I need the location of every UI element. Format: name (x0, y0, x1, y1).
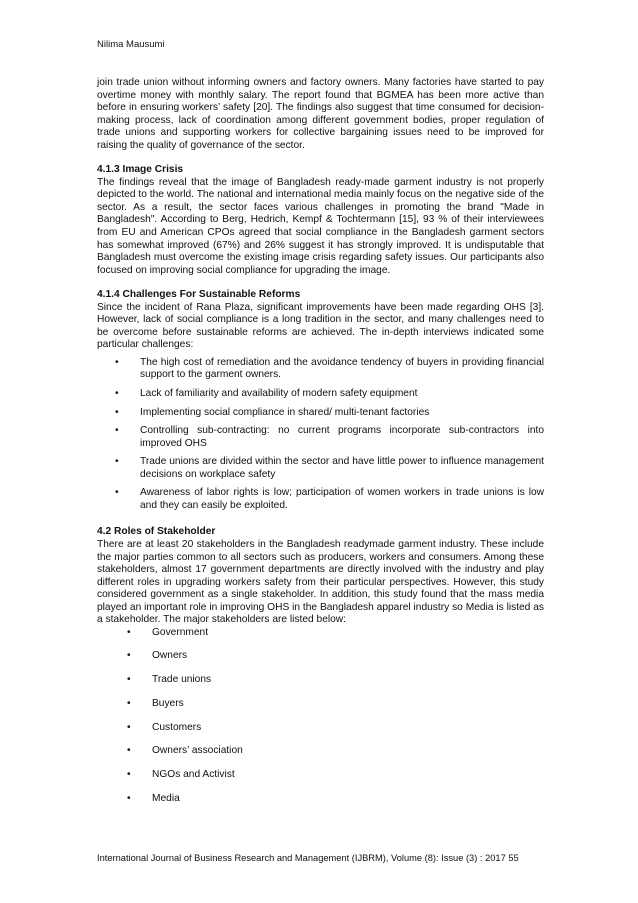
bullet-icon: • (127, 697, 131, 709)
bullet-icon: • (115, 487, 119, 499)
bullet-icon: • (115, 406, 119, 418)
bullet-icon: • (127, 650, 131, 662)
list-item: • Lack of familiarity and availability of modern safety equipment (115, 388, 418, 400)
list-item: • Controlling sub-contracting: no current programs incorporate sub-contractors into improved OHS (115, 425, 544, 449)
section-4-2-heading: 4.2 Roles of Stakeholder (97, 526, 216, 538)
section-4-2-text: There are at least 20 stakeholders in the Bangladesh readymade garment industry. These include the major parties common to all sectors such as producers, workers and consumers. Among these stakeholders, almost 17 government departments are directly involved with the industry and play different roles in upgrading workers safety from their particular perspectives. However, this study considered government as a single stakeholder. In addition, this study found that the mass media played an important role in improving OHS in the Bangladesh apparel industry so Media is listed as a stakeholder. The major stakeholders are listed below: (97, 538, 544, 626)
bullet-icon: • (127, 626, 131, 638)
bullet-icon: • (127, 721, 131, 733)
section-4-1-3-heading: 4.1.3 Image Crisis (97, 164, 184, 176)
list-item: • Customers (127, 721, 202, 733)
list-item: • Media (127, 792, 180, 804)
bullet-icon: • (127, 768, 131, 780)
bullet-icon: • (115, 356, 119, 368)
list-item: • Owners’ association (127, 745, 243, 757)
intro-paragraph: join trade union without informing owners and factory owners. Many factories have started to pay overtime money with monthly salary. The report found that BGMEA has been more active than before in ensuring workers’ safety [20]. The findings also suggest that time consumed for decision-making process, lack of coordination among different government bodies, proper regulation of trade unions and supporting workers for collective bargaining issues need to be improved for raising the quality of governance of the sector. (97, 77, 544, 151)
stakeholders-list (127, 627, 544, 817)
list-item: • Trade unions are divided within the sector and have little power to influence management decisions on workplace safety (115, 456, 544, 480)
bullet-icon: • (127, 674, 131, 686)
journal-footer: International Journal of Business Research and Management (IJBRM), Volume (8): Issue (3) : 2017 55 (97, 853, 519, 863)
section-4-1-4-heading: 4.1.4 Challenges For Sustainable Reforms (97, 289, 301, 301)
list-item: • Buyers (127, 697, 184, 709)
list-item: • Implementing social compliance in shared/ multi-tenant factories (115, 406, 430, 418)
bullet-icon: • (115, 425, 119, 437)
bullet-icon: • (127, 792, 131, 804)
list-item: • Government (127, 626, 209, 638)
list-item: • The high cost of remediation and the avoidance tendency of buyers in providing financial support to the garment owners. (115, 356, 544, 381)
challenges-list (115, 357, 544, 512)
section-4-1-4-text: Since the incident of Rana Plaza, significant improvements have been made regarding OHS [3]. However, lack of social compliance is a long tradition in the sector, and many challenges need to be overcome before sustainable reforms are achieved. The in-depth interviews indicated some particular challenges: (97, 301, 544, 351)
page-body (97, 77, 544, 816)
bullet-icon: • (115, 456, 119, 468)
bullet-icon: • (127, 745, 131, 757)
running-header-author: Nilima Mausumi (97, 39, 165, 50)
section-4-1-3-text: The findings reveal that the image of Bangladesh ready-made garment industry is not properly depicted to the world. The national and international media mainly focus on the negative side of the sector. As a result, the sector faces various challenges in promoting the brand "Made in Bangladesh". According to Berg, Hedrich, Kempf & Tochtermann [15], 93 % of their interviewees from EU and American CPOs agreed that social compliance in the Bangladesh garment sectors has somewhat improved (67%) and 26% suggest it has strongly improved. It is undisputable that Bangladesh must overcome the existing image crisis regarding safety issues. Our participants also focused on improving social compliance for upgrading the image. (97, 176, 544, 276)
bullet-icon: • (115, 388, 119, 400)
list-item: • Owners (127, 650, 188, 662)
list-item: • Awareness of labor rights is low; participation of women workers in trade unions is low and they can easily be exploited. (115, 487, 544, 511)
list-item: • NGOs and Activist (127, 768, 235, 780)
list-item: • Trade unions (127, 674, 212, 686)
